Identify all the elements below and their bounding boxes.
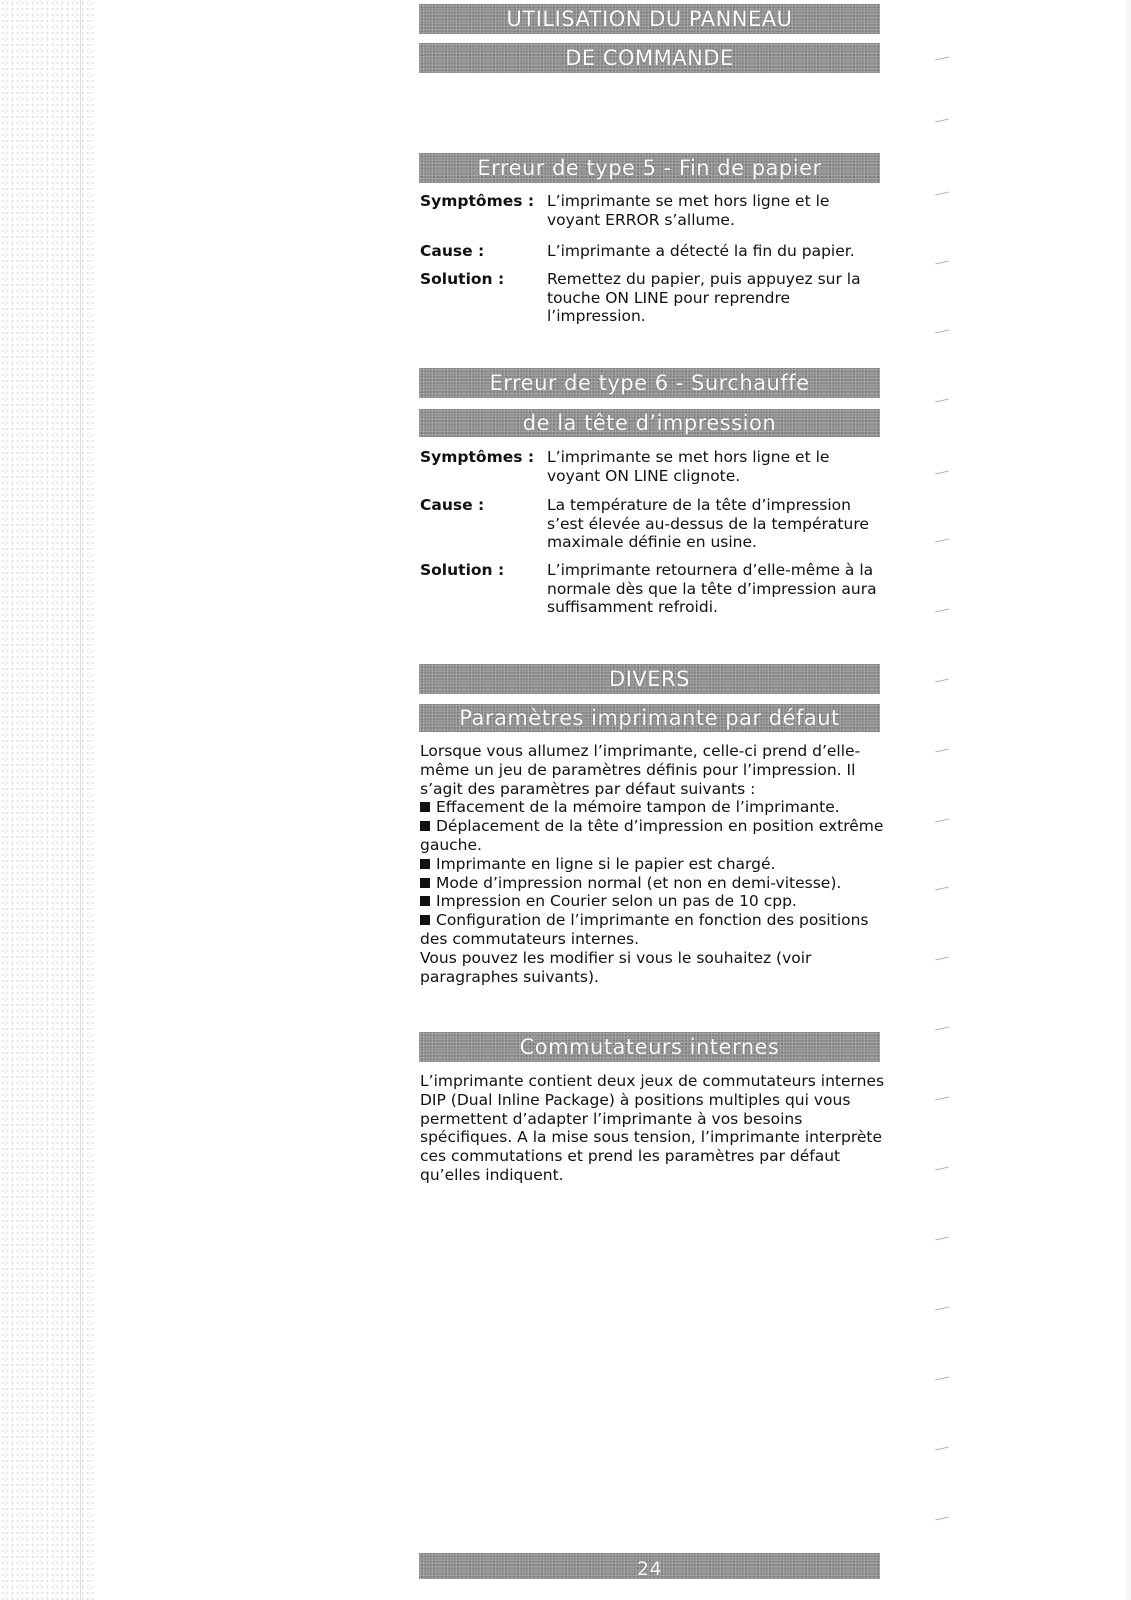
scan-mark [935, 679, 949, 683]
scan-mark [935, 1237, 949, 1241]
list-item-text: Imprimante en ligne si le papier est chargé. [436, 854, 776, 873]
scan-mark [935, 539, 949, 543]
square-bullet-icon [420, 896, 430, 906]
error6-title-bar-line2: de la tête d’impression [419, 409, 880, 437]
list-item-text: Effacement de la mémoire tampon de l’imprimante. [436, 798, 840, 817]
list-item-text: Déplacement de la tête d’impression en position extrême gauche. [420, 817, 884, 854]
error6-solution-text: L’imprimante retournera d’elle-même à la normale dès que la tête d’impression aura suffisamment refroidi. [547, 561, 877, 616]
square-bullet-icon [420, 915, 430, 925]
scan-mark [935, 119, 949, 123]
scan-mark [935, 330, 949, 334]
scan-mark [935, 1027, 949, 1031]
scan-mark [935, 57, 949, 61]
symptoms-label: Symptômes : [420, 192, 535, 210]
scan-mark [935, 1167, 949, 1171]
scan-mark [935, 1447, 949, 1451]
divers-title-bar: DIVERS [419, 664, 880, 694]
scan-fold-line [80, 0, 81, 1600]
error6-title-bar-line1: Erreur de type 6 - Surchauffe [419, 368, 880, 398]
solution-label: Solution : [420, 561, 505, 579]
commutateurs-body [420, 1072, 890, 1185]
symptoms-label: Symptômes : [420, 448, 535, 466]
error6-cause-text: La température de la tête d’impression s’est élevée au-dessus de la température maximale définie en usine. [547, 496, 869, 551]
solution-label: Solution : [420, 270, 505, 288]
list-item [420, 798, 890, 817]
error6-symptoms-text: L’imprimante se met hors ligne et le voyant ON LINE clignote. [547, 448, 830, 485]
divers-body [420, 742, 890, 986]
list-item [420, 817, 890, 855]
scan-mark [935, 749, 949, 753]
header-bar-line1: UTILISATION DU PANNEAU [419, 4, 880, 34]
scan-mark [935, 1517, 949, 1521]
square-bullet-icon [420, 859, 430, 869]
scan-mark [935, 1097, 949, 1101]
square-bullet-icon [420, 878, 430, 888]
scan-mark [935, 887, 949, 891]
scan-mark [935, 261, 949, 265]
commutateurs-text: L’imprimante contient deux jeux de commutateurs internes DIP (Dual Inline Package) à positions multiples qui vous permettent d’adapter l’imprimante à vos besoins spécifiques. A la mise sous tension, l’imprimante interprète ces commutations et prend les paramètres par défaut qu’elles indiquent. [420, 1072, 885, 1184]
cause-label: Cause : [420, 496, 485, 514]
header-bar-line2: DE COMMANDE [419, 43, 880, 73]
list-item-text: Impression en Courier selon un pas de 10 cpp. [436, 892, 797, 911]
scan-mark [935, 1307, 949, 1311]
divers-intro: Lorsque vous allumez l’imprimante, celle-ci prend d’elle-même un jeu de paramètres définis pour l’impression. Il s’agit des paramètres par défaut suivants : [420, 742, 861, 798]
square-bullet-icon [420, 821, 430, 831]
error5-cause-text: L’imprimante a détecté la fin du papier. [547, 242, 855, 260]
scan-mark [935, 957, 949, 961]
list-item-text: Configuration de l’imprimante en fonction des positions des commutateurs internes. [420, 911, 869, 948]
scan-mark [935, 471, 949, 475]
list-item [420, 911, 890, 949]
divers-subtitle-bar: Paramètres imprimante par défaut [419, 704, 880, 732]
scan-mark [935, 399, 949, 403]
list-item-text: Mode d’impression normal (et non en demi-vitesse). [436, 873, 842, 892]
scan-mark [935, 192, 949, 196]
list-item [420, 855, 890, 874]
error5-title-bar: Erreur de type 5 - Fin de papier [419, 153, 880, 183]
scan-mark [935, 819, 949, 823]
page-number-bar: 24 [419, 1553, 880, 1579]
error5-symptoms-text: L’imprimante se met hors ligne et le voyant ERROR s’allume. [547, 192, 830, 229]
divers-outro: Vous pouvez les modifier si vous le souhaitez (voir paragraphes suivants). [420, 948, 812, 986]
commutateurs-title-bar: Commutateurs internes [419, 1032, 880, 1062]
error5-solution-text: Remettez du papier, puis appuyez sur la touche ON LINE pour reprendre l’impression. [547, 270, 861, 325]
scan-edge-shadow [1123, 0, 1131, 1600]
scan-mark [935, 609, 949, 613]
list-item [420, 892, 890, 911]
square-bullet-icon [420, 802, 430, 812]
cause-label: Cause : [420, 242, 485, 260]
scan-mark [935, 1377, 949, 1381]
list-item [420, 874, 890, 893]
